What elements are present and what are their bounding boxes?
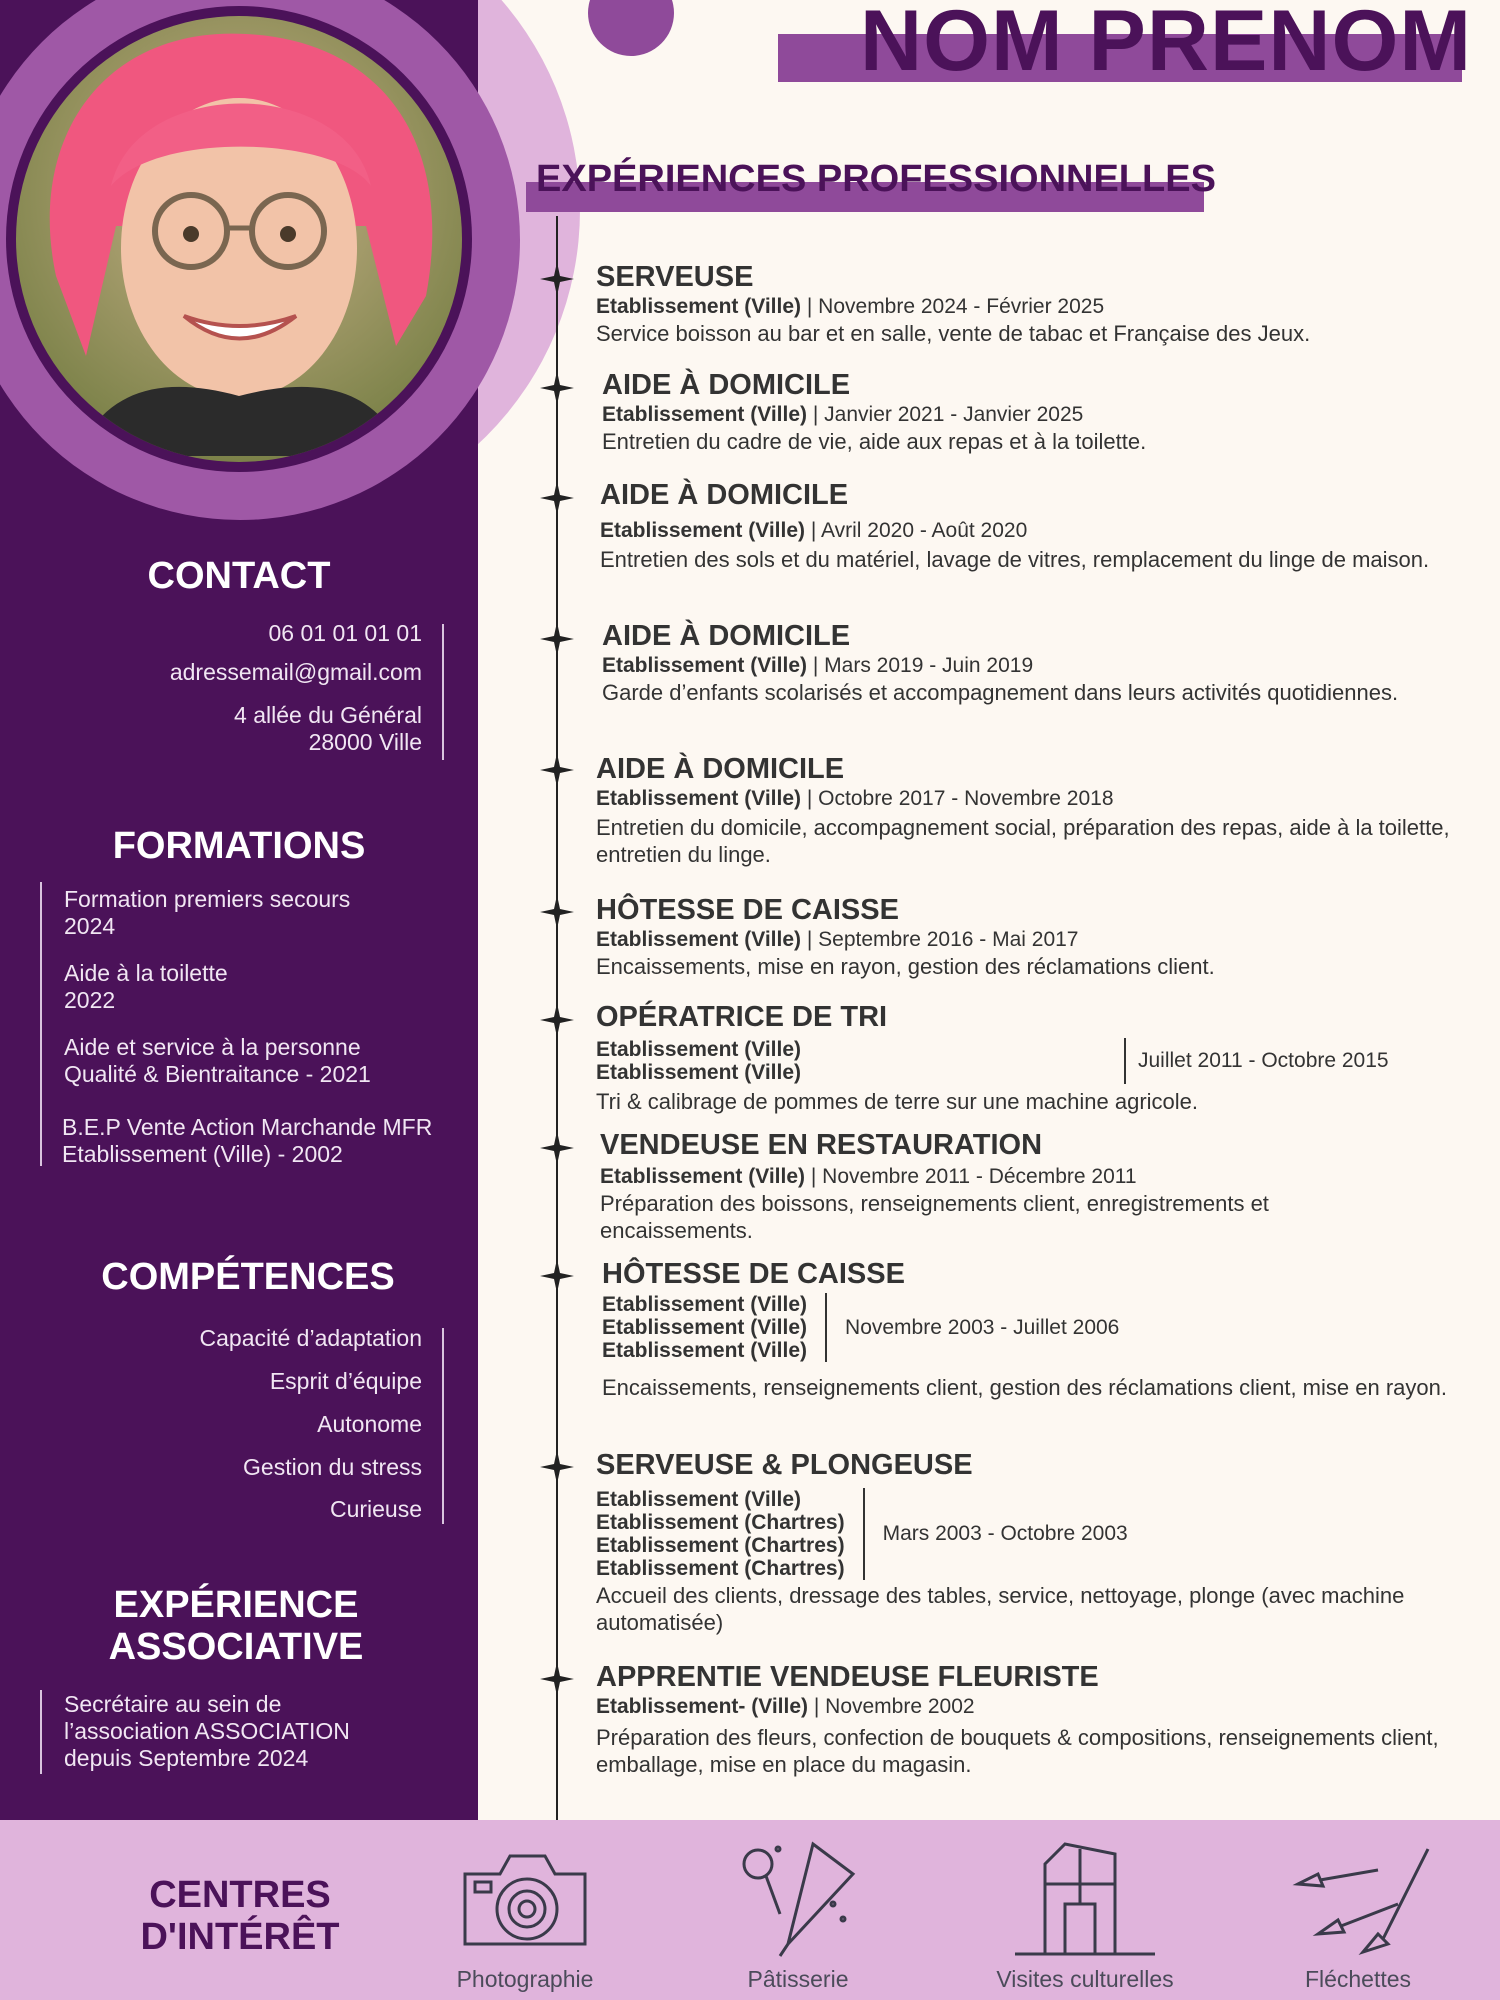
job-meta: Etablissement (Ville) Etablissement (Ville) Juillet 2011 - Octobre 2015 xyxy=(596,1038,1389,1084)
job-description: Entretien des sols et du matériel, lavage de vitres, remplacement du linge de maison. xyxy=(600,547,1430,572)
timeline-star-icon xyxy=(540,895,574,929)
job-description: Entretien du cadre de vie, aide aux repas et à la toilette. xyxy=(602,429,1147,454)
job-entry xyxy=(602,619,1422,706)
interest-item xyxy=(975,1834,1195,1993)
job-entry xyxy=(600,1128,1420,1244)
job-description: Encaissements, renseignements client, gestion des réclamations client, mise en rayon. xyxy=(602,1375,1447,1400)
timeline-star-icon xyxy=(540,1259,574,1293)
job-description: Préparation des boissons, renseignements client, enregistrements et encaissements. xyxy=(600,1191,1269,1243)
interest-item xyxy=(1248,1834,1468,1993)
job-entry xyxy=(602,1257,1492,1401)
formation-item: Aide et service à la personne Qualité & Bientraitance - 2021 xyxy=(64,1034,371,1087)
formation-item: Aide à la toilette 2022 xyxy=(64,960,228,1013)
job-meta: Etablissement (Ville) | Janvier 2021 - Janvier 2025 xyxy=(602,403,1084,426)
job-meta: Etablissement (Ville) | Septembre 2016 - Mai 2017 xyxy=(596,928,1079,951)
interest-label: Pâtisserie xyxy=(747,1966,849,1992)
job-title: SERVEUSE xyxy=(596,261,754,293)
job-meta: Etablissement (Ville) Etablissement (Chartres) Etablissement (Chartres) Etablissement (Chartres) Mars 2003 - Octobre 2003 xyxy=(596,1488,1128,1580)
timeline-star-icon xyxy=(540,753,574,787)
job-meta: Etablissement (Ville) | Novembre 2024 - Février 2025 xyxy=(596,295,1105,318)
timeline-star-icon xyxy=(540,481,574,515)
formations-rule xyxy=(40,882,42,1166)
job-title: HÔTESSE DE CAISSE xyxy=(596,894,899,926)
job-description: Entretien du domicile, accompagnement social, préparation des repas, aide à la toilette, entretien du linge. xyxy=(596,815,1450,867)
interests-title: CENTRES D'INTÉRÊT xyxy=(140,1874,340,1958)
job-meta: Etablissement (Ville) | Mars 2019 - Juin 2019 xyxy=(602,654,1034,677)
job-meta: Etablissement- (Ville) | Novembre 2002 xyxy=(596,1695,975,1718)
job-title: VENDEUSE EN RESTAURATION xyxy=(600,1129,1043,1161)
formation-item: Formation premiers secours 2024 xyxy=(64,886,351,939)
competence-item: Esprit d’équipe xyxy=(269,1368,422,1394)
job-title: AIDE À DOMICILE xyxy=(602,620,851,652)
job-title: AIDE À DOMICILE xyxy=(600,479,849,511)
job-description: Tri & calibrage de pommes de terre sur une machine agricole. xyxy=(596,1089,1199,1114)
timeline-star-icon xyxy=(540,622,574,656)
competence-item: Gestion du stress xyxy=(243,1454,422,1480)
job-title: SERVEUSE & PLONGEUSE xyxy=(596,1449,973,1481)
competence-item: Capacité d’adaptation xyxy=(199,1325,422,1351)
job-description: Service boisson au bar et en salle, vente de tabac et Française des Jeux. xyxy=(596,321,1311,346)
building-icon xyxy=(1005,1834,1165,1964)
job-entry xyxy=(600,478,1480,573)
job-description: Encaissements, mise en rayon, gestion des réclamations client. xyxy=(596,954,1215,979)
timeline-star-icon xyxy=(540,1450,574,1484)
interest-label: Photographie xyxy=(456,1966,594,1992)
contact-email: adressemail@gmail.com xyxy=(169,659,422,685)
competences-rule xyxy=(442,1328,444,1524)
associative-text: Secrétaire au sein de l’association ASSOCIATION depuis Septembre 2024 xyxy=(64,1691,350,1771)
contact-address-line1: 4 allée du Général xyxy=(234,702,422,728)
job-entry xyxy=(596,260,1500,347)
experience-title: EXPÉRIENCES PROFESSIONNELLES xyxy=(536,158,1216,200)
contact-phone: 06 01 01 01 01 xyxy=(268,620,422,646)
job-description: Préparation des fleurs, confection de bouquets & compositions, renseignements client, emballage, mise en place du magasin. xyxy=(596,1725,1439,1777)
candidate-name: NOM PRENOM xyxy=(860,0,1472,89)
job-title: AIDE À DOMICILE xyxy=(602,369,851,401)
camera-icon xyxy=(445,1834,605,1964)
job-title: OPÉRATRICE DE TRI xyxy=(596,1001,888,1033)
job-meta: Etablissement (Ville) | Novembre 2011 - Décembre 2011 xyxy=(600,1165,1137,1188)
job-entry xyxy=(596,752,1482,868)
job-title: HÔTESSE DE CAISSE xyxy=(602,1258,905,1290)
contact-title: CONTACT xyxy=(147,555,331,597)
job-description: Accueil des clients, dressage des tables, service, nettoyage, plonge (avec machine automatisée) xyxy=(596,1583,1405,1635)
decorative-dot xyxy=(588,0,674,56)
job-meta: Etablissement (Ville) | Avril 2020 - Août 2020 xyxy=(600,519,1028,542)
job-entry xyxy=(596,893,1500,980)
associative-rule xyxy=(40,1690,42,1774)
interest-item xyxy=(688,1834,908,1993)
pastry-bag-icon xyxy=(718,1834,878,1964)
job-description: Garde d’enfants scolarisés et accompagnement dans leurs activités quotidiennes. xyxy=(602,680,1399,705)
darts-icon xyxy=(1278,1834,1438,1964)
job-meta: Etablissement (Ville) | Octobre 2017 - Novembre 2018 xyxy=(596,787,1114,810)
profile-photo xyxy=(16,16,462,462)
job-title: APPRENTIE VENDEUSE FLEURISTE xyxy=(596,1661,1099,1693)
contact-rule xyxy=(442,624,444,760)
formation-item: B.E.P Vente Action Marchande MFR Etablissement (Ville) - 2002 xyxy=(62,1114,433,1167)
contact-address-line2: 28000 Ville xyxy=(308,729,422,755)
timeline-star-icon xyxy=(540,1131,574,1165)
job-entry xyxy=(596,1660,1496,1778)
interest-label: Fléchettes xyxy=(1304,1966,1412,1992)
job-meta: Etablissement (Ville) Etablissement (Ville) Etablissement (Ville) Novembre 2003 - Juillet 2006 xyxy=(602,1293,1120,1362)
job-entry xyxy=(596,1000,1500,1115)
formations-title: FORMATIONS xyxy=(112,825,366,867)
timeline-star-icon xyxy=(540,371,574,405)
timeline-star-icon xyxy=(540,1003,574,1037)
competence-item: Curieuse xyxy=(329,1496,422,1522)
associative-title: EXPÉRIENCE ASSOCIATIVE xyxy=(108,1584,364,1668)
timeline-star-icon xyxy=(540,262,574,296)
job-entry xyxy=(596,1448,1456,1636)
job-title: AIDE À DOMICILE xyxy=(596,753,845,785)
interest-item xyxy=(415,1834,635,1993)
interest-label: Visites culturelles xyxy=(996,1966,1174,1992)
competences-title: COMPÉTENCES xyxy=(101,1256,395,1298)
competence-item: Autonome xyxy=(317,1411,422,1437)
timeline-star-icon xyxy=(540,1662,574,1696)
job-entry xyxy=(602,368,1500,455)
